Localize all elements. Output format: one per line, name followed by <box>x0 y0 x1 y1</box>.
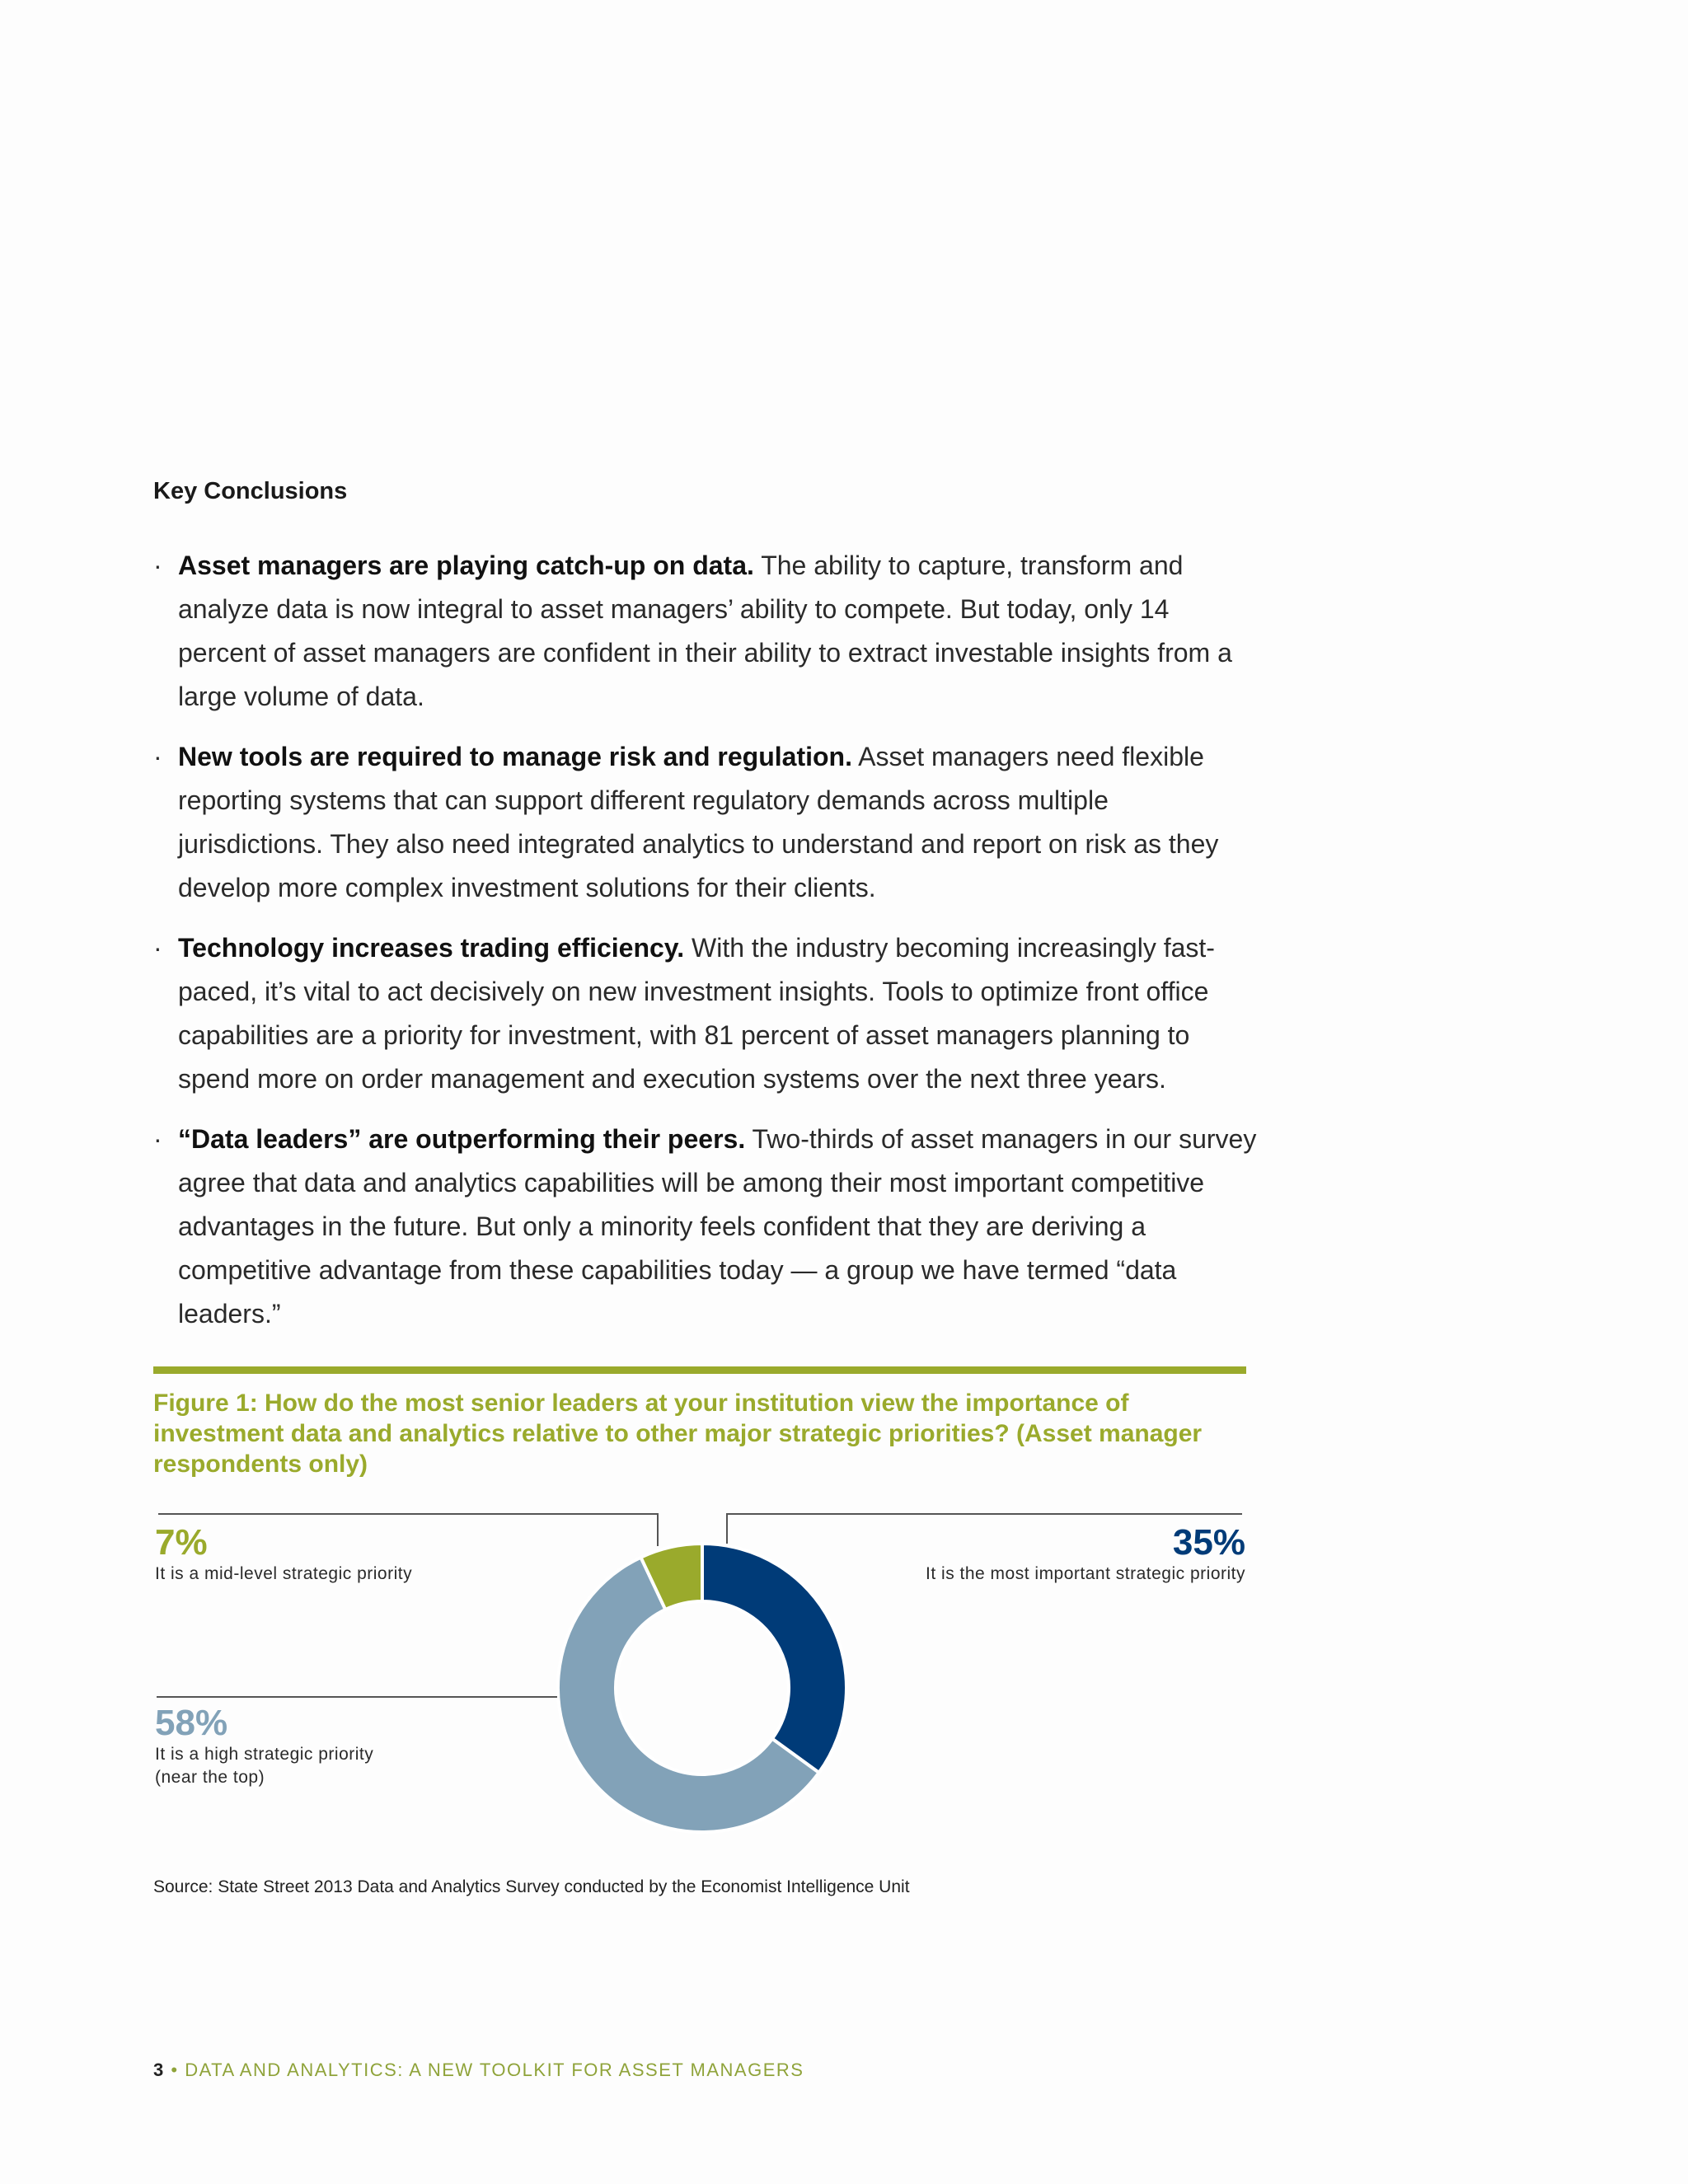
figure-title: Figure 1: How do the most senior leaders at your institution view the importance of investment data and analytics relative to other major strategic priorities? (Asset manager respondents only) <box>153 1390 1203 1478</box>
donut-slice-35 <box>702 1544 846 1773</box>
list-item <box>153 926 1258 1101</box>
bullet-icon: · <box>153 933 162 963</box>
donut-slice-7 <box>640 1544 702 1610</box>
slice-percent-label: 7% <box>155 1522 208 1563</box>
slice-description-label: (near the top) <box>155 1768 265 1787</box>
bullet-icon: · <box>153 742 162 771</box>
bullet-lead: “Data leaders” are outperforming their peers. <box>178 1124 746 1154</box>
figure-divider <box>153 1366 1246 1374</box>
bullet-text: The ability to capture, transform and analyze data is now integral to asset managers’ ability to compete. But today, only 14 percent of asset managers are confident in their ability to extract investable insights from a large volume of data. <box>178 551 1232 711</box>
list-item <box>153 735 1258 910</box>
footer-separator: • <box>171 2060 179 2080</box>
bullet-lead: New tools are required to manage risk and regulation. <box>178 742 852 771</box>
list-item <box>153 544 1258 719</box>
leader-line-7 <box>158 1514 658 1546</box>
bullet-text: Asset managers need flexible reporting systems that can support different regulatory demands across multiple jurisdictions. They also need integrated analytics to understand and report on risk as they develop more complex investment solutions for their clients. <box>178 742 1219 902</box>
slice-percent-label: 58% <box>155 1703 228 1743</box>
slice-percent-label: 35% <box>1172 1522 1245 1563</box>
list-item <box>153 1118 1258 1336</box>
bullet-text: Two-thirds of asset managers in our survey agree that data and analytics capabilities will be among their most important competitive advantages in the future. But only a minority feels confident that they are deriving a competitive advantage from these capabilities today — a group we have termed “data leaders.” <box>178 1124 1257 1329</box>
slice-description-label: It is a mid-level strategic priority <box>155 1564 413 1583</box>
source-note: Source: State Street 2013 Data and Analytics Survey conducted by the Economist Intelligence Unit <box>153 1877 910 1896</box>
slice-description-label: It is a high strategic priority <box>155 1745 374 1764</box>
slice-description-label: It is the most important strategic priority <box>926 1564 1245 1583</box>
bullet-icon: · <box>153 551 162 580</box>
bullet-lead: Technology increases trading efficiency. <box>178 933 685 963</box>
bullet-icon: · <box>153 1124 162 1154</box>
bullet-text: With the industry becoming increasingly fast-paced, it’s vital to act decisively on new investment insights. Tools to optimize front office capabilities are a priority for investment, with 81 percent of asset managers planning to spend more on order management and execution systems over the next three years. <box>178 933 1215 1094</box>
conclusions-list <box>153 544 1258 1352</box>
donut-slice-58 <box>558 1558 819 1832</box>
page-number: 3 <box>153 2060 165 2080</box>
page-footer <box>153 2060 804 2081</box>
section-heading: Key Conclusions <box>153 478 348 504</box>
publication-title: DATA AND ANALYTICS: A NEW TOOLKIT FOR ASSET MANAGERS <box>185 2060 804 2080</box>
bullet-lead: Asset managers are playing catch-up on data. <box>178 551 754 580</box>
leader-line-35 <box>727 1514 1242 1544</box>
